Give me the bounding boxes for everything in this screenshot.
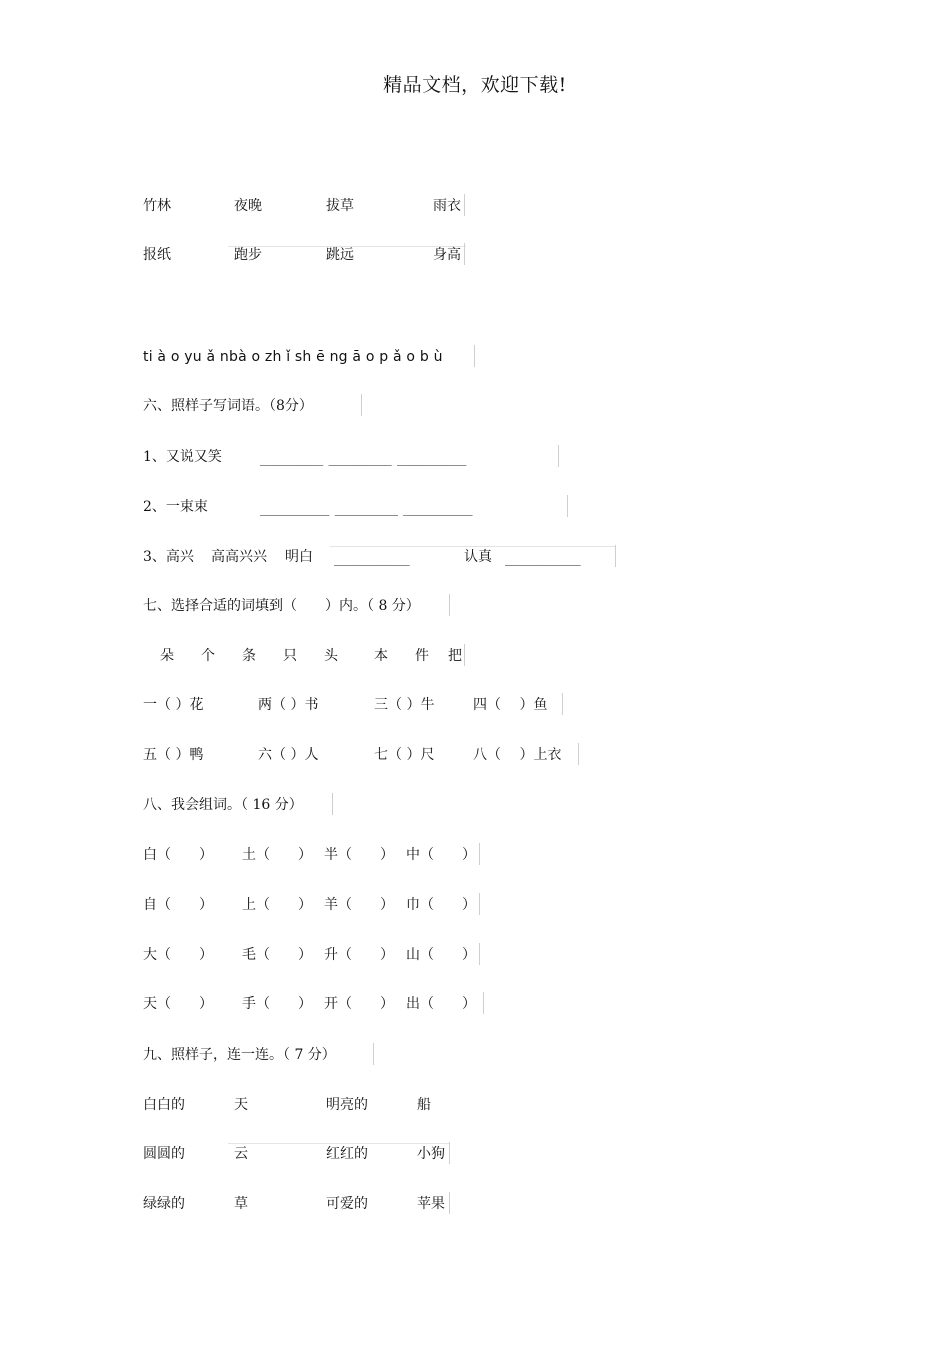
question-label: 1、又说又笑 xyxy=(143,449,222,465)
compose-item: 上（ ） xyxy=(242,897,312,913)
fill-item: 六（ ）人 xyxy=(258,747,319,763)
word: 明白 xyxy=(285,549,313,565)
match-item: 草 xyxy=(234,1196,248,1212)
word-row-2 xyxy=(143,245,473,265)
compose-item: 天（ ） xyxy=(143,996,213,1012)
divider xyxy=(562,693,563,715)
divider xyxy=(464,243,465,265)
word: 跳远 xyxy=(326,247,354,263)
compose-item: 升（ ） xyxy=(324,947,394,963)
divider xyxy=(578,743,579,765)
divider xyxy=(479,943,480,965)
page-header: 精品文档，欢迎下载! xyxy=(383,74,567,96)
fill-item: 七（ ）尺 xyxy=(374,747,435,763)
section-8-row-2 xyxy=(143,895,493,915)
option-word: 头 xyxy=(324,648,338,664)
divider xyxy=(449,1192,450,1214)
divider xyxy=(373,1043,374,1065)
section-7-row-1 xyxy=(143,695,583,715)
divider xyxy=(483,992,484,1014)
compose-item: 开（ ） xyxy=(324,996,394,1012)
option-word: 只 xyxy=(283,648,297,664)
divider xyxy=(449,594,450,616)
section-6-title xyxy=(143,396,373,416)
compose-item: 半（ ） xyxy=(324,847,394,863)
match-item: 船 xyxy=(417,1097,431,1113)
match-item: 明亮的 xyxy=(326,1097,368,1113)
compose-item: 大（ ） xyxy=(143,947,213,963)
word: 认真 xyxy=(464,549,492,565)
match-item: 苹果 xyxy=(417,1196,445,1212)
match-item: 圆圆的 xyxy=(143,1146,185,1162)
compose-item: 土（ ） xyxy=(242,847,312,863)
fill-item: 两（ ）书 xyxy=(258,697,319,713)
divider xyxy=(332,793,333,815)
match-item: 可爱的 xyxy=(326,1196,368,1212)
compose-item: 巾（ ） xyxy=(406,897,476,913)
section-title: 九、照样子，连一连。（ 7 分） xyxy=(143,1047,336,1063)
match-item: 云 xyxy=(234,1146,248,1162)
compose-item: 中（ ） xyxy=(406,847,476,863)
option-word: 本 xyxy=(374,648,388,664)
divider xyxy=(474,345,475,367)
word: 身高 xyxy=(433,247,461,263)
divider xyxy=(361,394,362,416)
fill-item: 四（ ）鱼 xyxy=(473,697,548,713)
compose-item: 手（ ） xyxy=(242,996,312,1012)
section-title: 七、选择合适的词填到（ ）内。（ 8 分） xyxy=(143,598,420,614)
divider xyxy=(479,843,480,865)
word-row-1 xyxy=(143,196,473,216)
divider xyxy=(479,893,480,915)
option-word: 件 xyxy=(415,648,429,664)
divider xyxy=(464,644,465,666)
word: 夜晚 xyxy=(234,198,262,214)
pinyin-text: ti à o yu ǎ nbà o zh ǐ sh ē ng ā o p ǎ o b ù xyxy=(143,349,443,365)
compose-item: 毛（ ） xyxy=(242,947,312,963)
compose-item: 出（ ） xyxy=(406,996,476,1012)
match-item: 白白的 xyxy=(143,1097,185,1113)
option-word: 个 xyxy=(201,648,215,664)
section-7-title xyxy=(143,596,463,616)
option-word: 条 xyxy=(242,648,256,664)
match-item: 小狗 xyxy=(417,1146,445,1162)
question-label: 2、一束束 xyxy=(143,499,208,515)
divider xyxy=(567,495,568,517)
section-9-row-3 xyxy=(143,1194,463,1214)
section-9-title xyxy=(143,1045,383,1065)
example-word: 高高兴兴 xyxy=(211,549,267,565)
word: 雨衣 xyxy=(433,198,461,214)
divider xyxy=(449,1142,450,1164)
fill-item: 八（ ）上衣 xyxy=(473,747,562,763)
section-8-row-1 xyxy=(143,845,493,865)
section-8-title xyxy=(143,795,343,815)
answer-blanks: ___________ __________ ___________ xyxy=(260,502,472,516)
match-item: 天 xyxy=(234,1097,248,1113)
answer-blanks: __________ __________ ___________ xyxy=(260,452,466,466)
compose-item: 自（ ） xyxy=(143,897,213,913)
word: 竹林 xyxy=(143,198,171,214)
divider xyxy=(464,194,465,216)
section-6-q3 xyxy=(143,547,623,567)
section-9-row-2 xyxy=(143,1144,463,1164)
section-8-row-3 xyxy=(143,945,493,965)
fill-item: 三（ ）牛 xyxy=(374,697,435,713)
match-item: 红红的 xyxy=(326,1146,368,1162)
word: 报纸 xyxy=(143,247,171,263)
pinyin-line xyxy=(143,347,503,367)
section-9-row-1 xyxy=(143,1095,463,1115)
word: 跑步 xyxy=(234,247,262,263)
option-word: 把 xyxy=(448,648,462,664)
section-7-options xyxy=(143,646,473,666)
divider xyxy=(558,445,559,467)
section-8-row-4 xyxy=(143,994,493,1014)
option-word: 朵 xyxy=(160,648,174,664)
compose-item: 山（ ） xyxy=(406,947,476,963)
fill-item: 一（ ）花 xyxy=(143,697,204,713)
compose-item: 白（ ） xyxy=(143,847,213,863)
answer-blank: ____________ xyxy=(334,552,409,566)
fill-item: 五（ ）鸭 xyxy=(143,747,204,763)
section-6-q2 xyxy=(143,497,573,517)
compose-item: 羊（ ） xyxy=(324,897,394,913)
section-title: 八、我会组词。（ 16 分） xyxy=(143,797,303,813)
word: 拔草 xyxy=(326,198,354,214)
answer-blank: ____________ xyxy=(505,552,580,566)
section-7-row-2 xyxy=(143,745,593,765)
question-label: 3、高兴 xyxy=(143,549,194,565)
divider xyxy=(615,545,616,567)
match-item: 绿绿的 xyxy=(143,1196,185,1212)
section-title: 六、照样子写词语。（8分） xyxy=(143,398,313,414)
section-6-q1 xyxy=(143,447,573,467)
